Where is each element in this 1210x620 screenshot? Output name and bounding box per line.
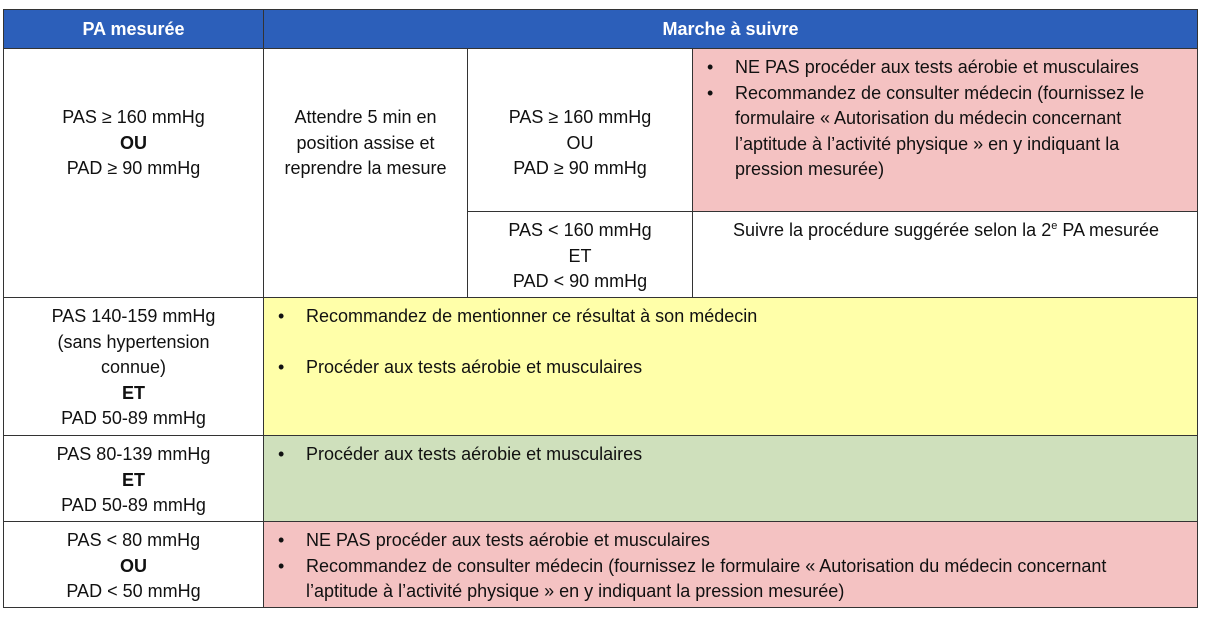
row1-sub-high-actions: [692, 48, 1198, 212]
bullet-icon: •: [278, 444, 285, 464]
action-text: Procéder aux tests aérobie et musculaires: [306, 356, 643, 377]
row1-pa-cell: [3, 48, 264, 298]
bullet-icon: •: [278, 306, 285, 326]
bullet-icon: •: [278, 530, 285, 550]
pa-line: PAS < 80 mmHg: [66, 530, 201, 550]
action-text: Suivre la procédure suggérée selon la 2: [733, 220, 1052, 240]
action-item: [268, 554, 1137, 605]
row1-sub-low-pa: [467, 211, 693, 298]
header-marche-a-suivre: Marche à suivre: [263, 9, 1198, 49]
row2-actions: [263, 297, 1198, 436]
pa-line: PAD ≥ 90 mmHg: [66, 158, 201, 178]
row4-pa-cell: [3, 521, 264, 608]
pa-connector: OU: [566, 132, 594, 153]
pa-connector: ET: [568, 245, 592, 266]
row3-pa-cell: [3, 435, 264, 522]
pa-connector: OU: [120, 555, 147, 576]
action-text: NE PAS procéder aux tests aérobie et musculaires: [306, 530, 710, 550]
action-text: Recommandez de consulter médecin (fournissez le formulaire « Autorisation du médecin concernant l’aptitude à l’activité physique » en y indiquant la pression mesurée): [306, 555, 1107, 601]
row1-sub-low-action: [692, 211, 1198, 298]
bullet-icon: •: [707, 57, 714, 77]
action-text: Procéder aux tests aérobie et musculaires: [306, 444, 643, 464]
pa-line: PAS ≥ 160 mmHg: [62, 107, 205, 127]
row3-actions: [263, 435, 1198, 522]
pa-line: PAD 50-89 mmHg: [61, 408, 206, 428]
pa-connector: ET: [121, 382, 145, 403]
action-item: [697, 55, 1189, 81]
pa-line: PAD < 90 mmHg: [512, 271, 648, 291]
header-pa-mesuree: PA mesurée: [3, 9, 264, 49]
bullet-icon: •: [278, 356, 285, 377]
pa-line: PAD < 50 mmHg: [66, 581, 201, 601]
action-item: [268, 442, 1189, 468]
action-item: [268, 528, 1137, 554]
action-text: Recommandez de consulter médecin (fournissez le formulaire « Autorisation du médecin concernant l’aptitude à l’activité physique » en y indiquant la pression mesurée): [735, 82, 1145, 179]
pa-line: PAS 140-159 mmHg: [51, 306, 216, 326]
bullet-icon: •: [707, 82, 714, 103]
action-item: [268, 355, 1189, 381]
row1-sub-high-pa: [467, 48, 693, 212]
ordinal-sup: e: [1051, 220, 1058, 232]
pa-connector: OU: [120, 132, 147, 153]
pa-line: PAS < 160 mmHg: [508, 220, 652, 240]
pa-line: PAD ≥ 90 mmHg: [513, 158, 647, 178]
pa-connector: ET: [121, 469, 145, 490]
action-text: Recommandez de mentionner ce résultat à son médecin: [306, 306, 758, 326]
pa-line: PAS 80-139 mmHg: [56, 444, 211, 464]
pa-line: PAS ≥ 160 mmHg: [508, 107, 652, 127]
row2-pa-cell: [3, 297, 264, 436]
row4-actions: [263, 521, 1198, 608]
pa-line: PAD 50-89 mmHg: [61, 495, 206, 515]
action-item: [268, 304, 1189, 330]
action-text: NE PAS procéder aux tests aérobie et musculaires: [735, 57, 1139, 77]
pa-note: (sans hypertension connue): [57, 331, 210, 377]
action-item: [697, 81, 1189, 183]
row1-wait-cell: Attendre 5 min en position assise et reprendre la mesure: [263, 48, 468, 298]
bullet-icon: •: [278, 555, 285, 576]
action-text: PA mesurée: [1057, 220, 1160, 240]
